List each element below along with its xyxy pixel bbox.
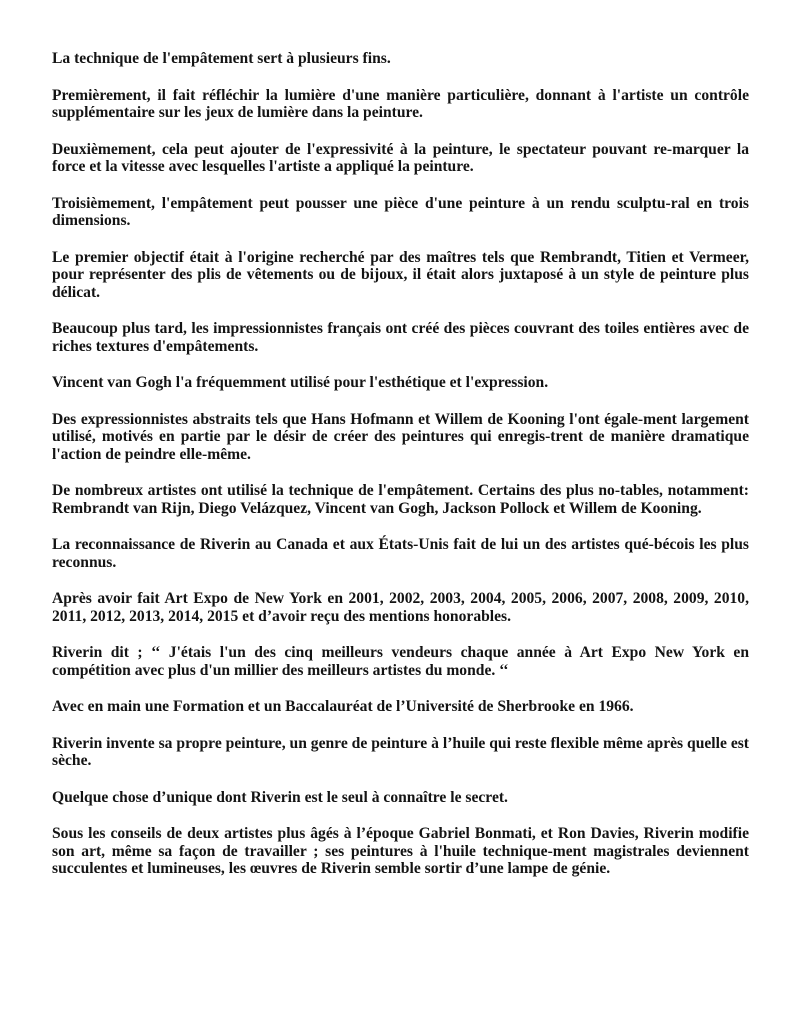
paragraph-11: Après avoir fait Art Expo de New York en 2001, 2002, 2003, 2004, 2005, 2006, 2007, 2008, 2009, 2010, 2011, 2012, 2013, 2014, 2015 et d’avoir reçu des mentions honorables. (52, 590, 749, 625)
paragraph-12: Riverin dit ; ‘‘ J'étais l'un des cinq meilleurs vendeurs chaque année à Art Expo New York en compétition avec plus d'un millier des meilleurs artistes du monde. ‘‘ (52, 644, 749, 679)
paragraph-6: Beaucoup plus tard, les impressionnistes français ont créé des pièces couvrant des toiles entières avec de riches textures d'empâtements. (52, 320, 749, 355)
paragraph-3: Deuxièmement, cela peut ajouter de l'expressivité à la peinture, le spectateur pouvant re-marquer la force et la vitesse avec lesquelles l'artiste a appliqué la peinture. (52, 140, 749, 175)
paragraph-14: Riverin invente sa propre peinture, un genre de peinture à l’huile qui reste flexible même après quelle est sèche. (52, 734, 749, 769)
paragraph-4: Troisièmement, l'empâtement peut pousser une pièce d'une peinture à un rendu sculptu-ral en trois dimensions. (52, 194, 749, 229)
paragraph-5: Le premier objectif était à l'origine recherché par des maîtres tels que Rembrandt, Titien et Vermeer, pour représenter des plis de vêtements ou de bijoux, il était alors juxtaposé à un style de peinture plus délicat. (52, 248, 749, 301)
paragraph-15: Quelque chose d’unique dont Riverin est le seul à connaître le secret. (52, 788, 508, 806)
paragraph-7: Vincent van Gogh l'a fréquemment utilisé pour l'esthétique et l'expression. (52, 374, 549, 391)
paragraph-1: La technique de l'empâtement sert à plusieurs fins. (52, 50, 391, 67)
paragraph-8: Des expressionnistes abstraits tels que Hans Hofmann et Willem de Kooning l'ont égale-ment largement utilisé, motivés en partie par le désir de créer des peintures qui enregis-trent de manière dramatique l'action de peindre elle-même. (52, 410, 749, 463)
paragraph-2: Premièrement, il fait réfléchir la lumière d'une manière particulière, donnant à l'artiste un contrôle supplémentaire sur les jeux de lumière dans la peinture. (52, 86, 749, 121)
paragraph-16: Sous les conseils de deux artistes plus âgés à l’époque Gabriel Bonmati, et Ron Davies, Riverin modifie son art, même sa façon de travailler ; ses peintures à l'huile technique-ment magistrales deviennent succulentes et lumineuses, les œuvres de Riverin semble sortir d’une lampe de génie. (52, 825, 749, 877)
paragraph-10: La reconnaissance de Riverin au Canada et aux États-Unis fait de lui un des artistes qué-bécois les plus reconnus. (52, 536, 749, 571)
document-page (52, 50, 749, 878)
paragraph-13: Avec en main une Formation et un Baccalauréat de l’Université de Sherbrooke en 1966. (52, 698, 634, 715)
paragraph-9: De nombreux artistes ont utilisé la technique de l'empâtement. Certains des plus no-tables, notamment: Rembrandt van Rijn, Diego Velázquez, Vincent van Gogh, Jackson Pollock et Willem de Kooning. (52, 482, 749, 517)
